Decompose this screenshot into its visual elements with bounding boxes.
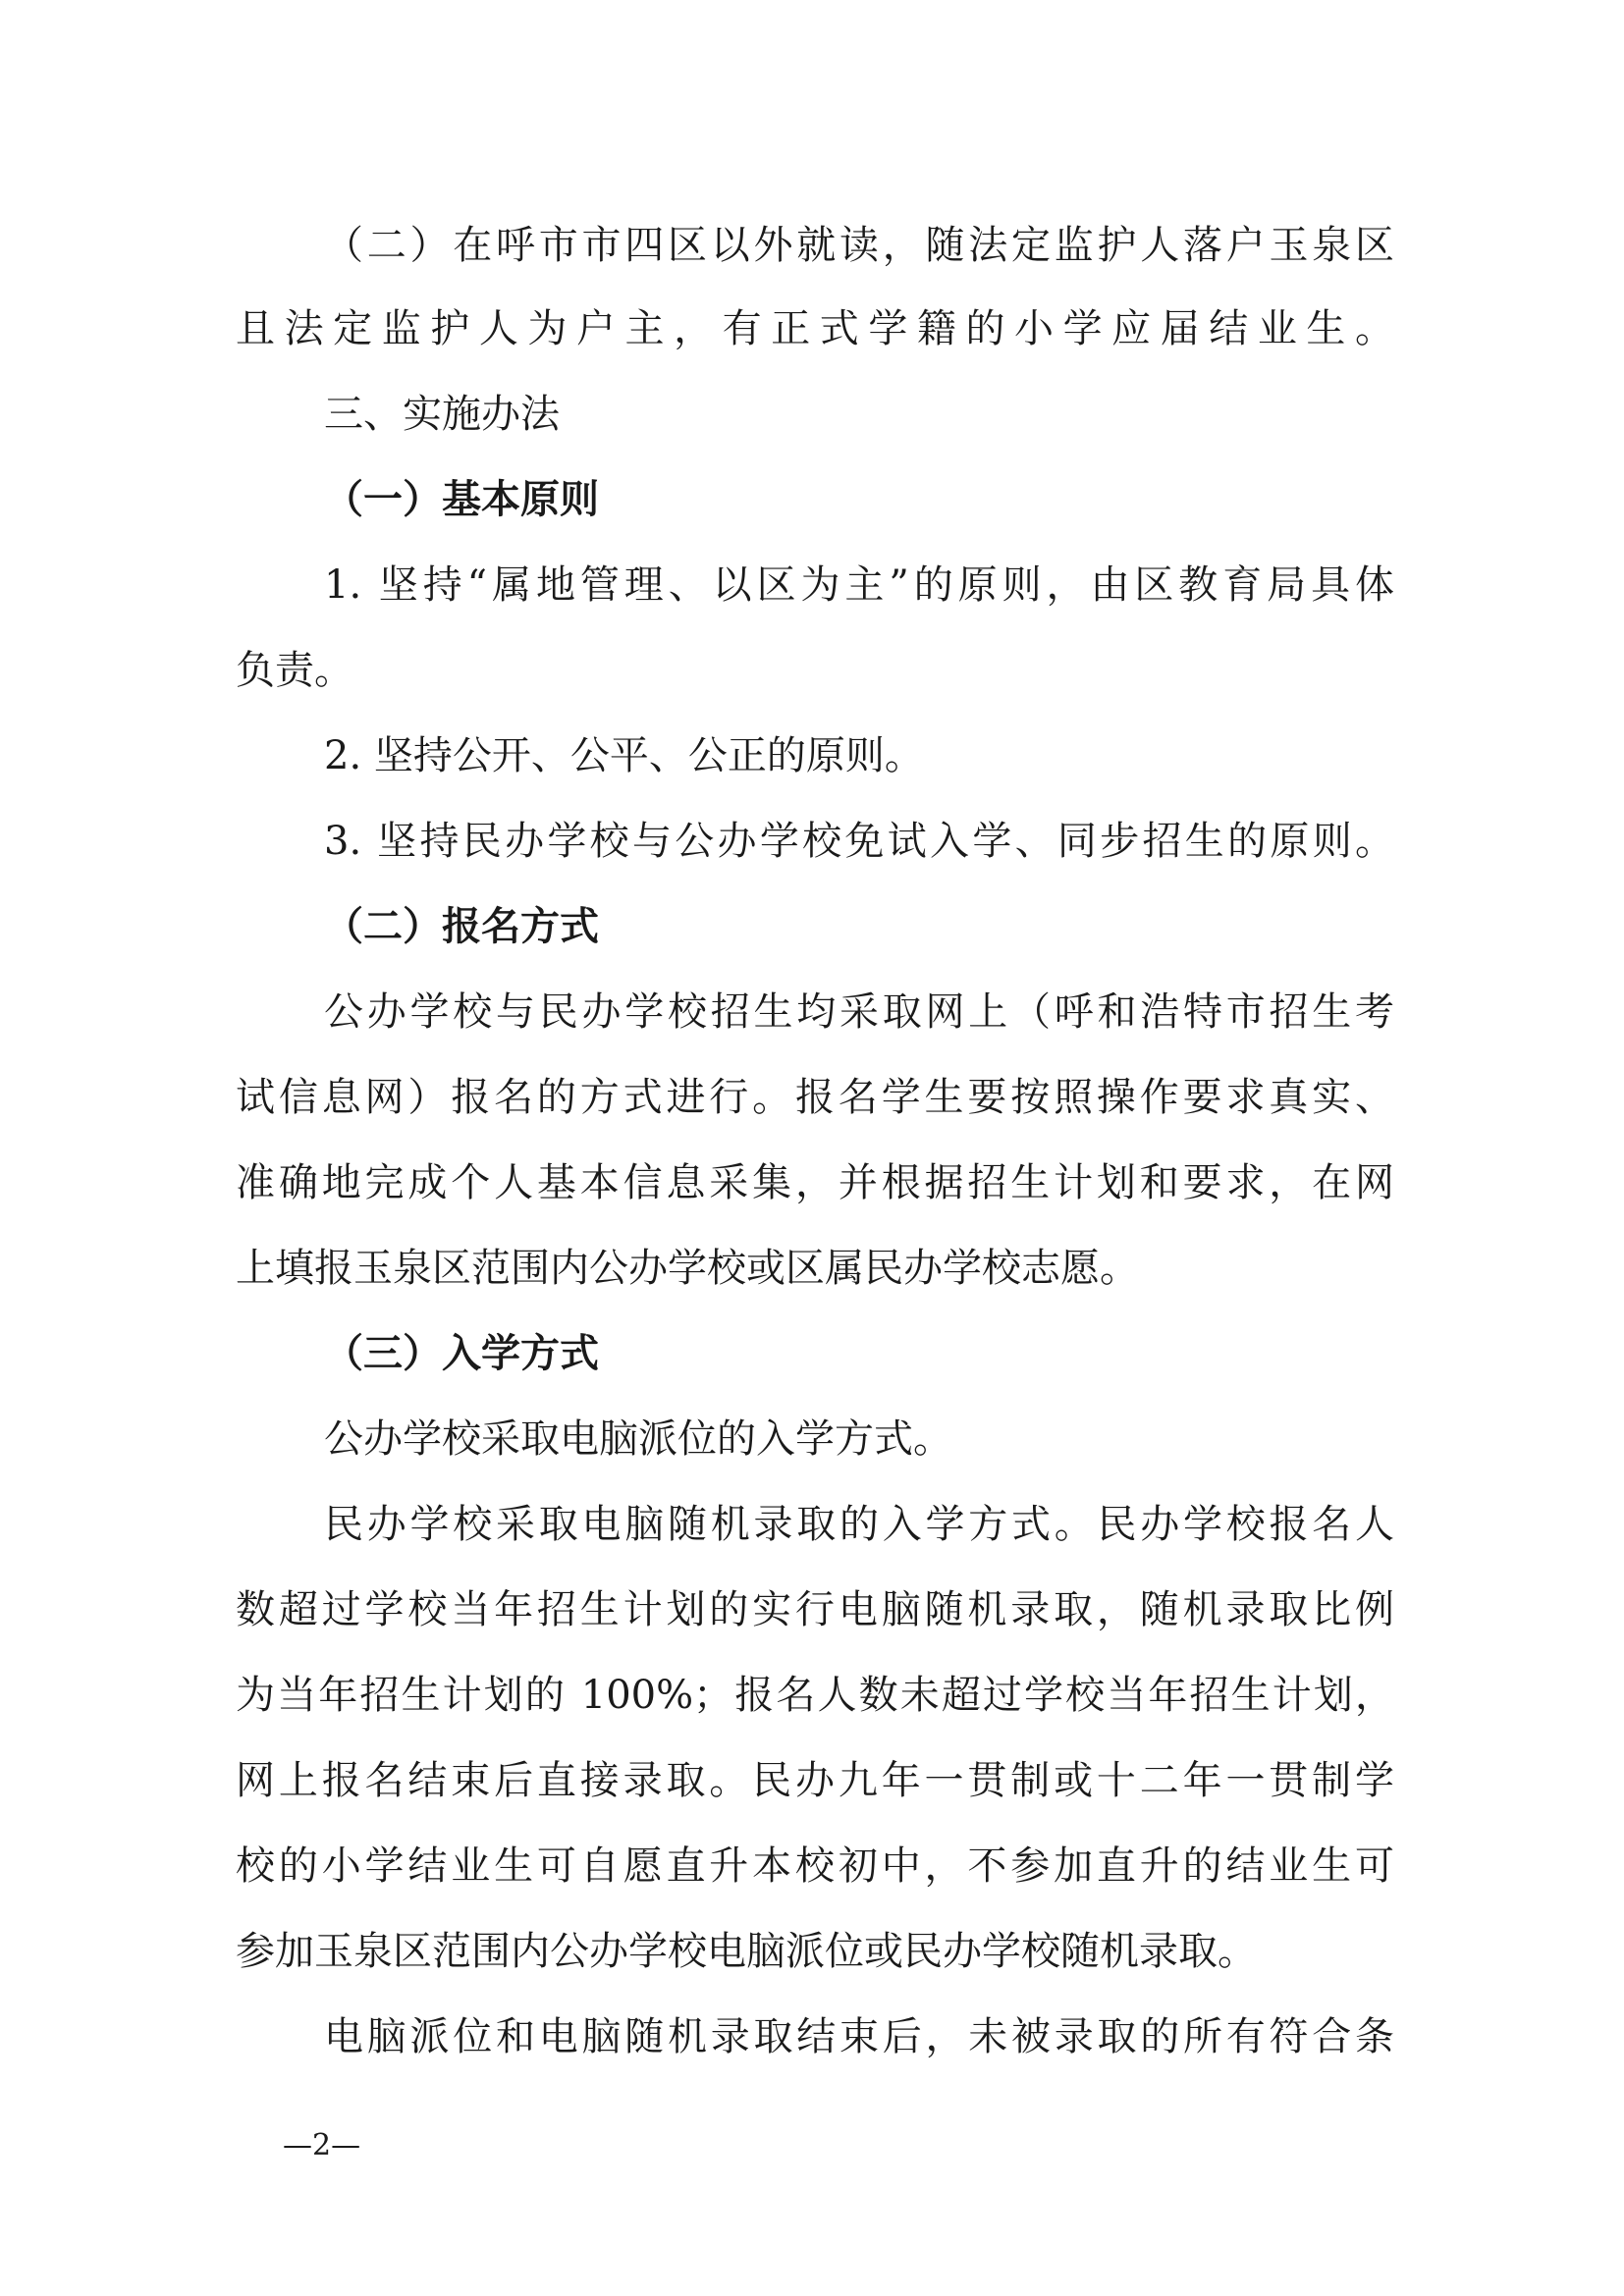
- paragraph-line: 且法定监护人为户主，有正式学籍的小学应届结业生。: [236, 306, 1394, 351]
- paragraph-line: 试信息网）报名的方式进行。报名学生要按照操作要求真实、: [236, 1075, 1394, 1120]
- paragraph-line: （二）在呼市市四区以外就读，随法定监护人落户玉泉区: [324, 223, 1394, 268]
- paragraph-line: 准确地完成个人基本信息采集，并根据招生计划和要求，在网: [236, 1160, 1394, 1205]
- paragraph-line: 2. 坚持公开、公平、公正的原则。: [324, 733, 924, 778]
- paragraph-line: 民办学校采取电脑随机录取的入学方式。民办学校报名人: [324, 1502, 1394, 1547]
- paragraph-line: 上填报玉泉区范围内公办学校或区属民办学校志愿。: [236, 1246, 1139, 1291]
- paragraph-line: 网上报名结束后直接录取。民办九年一贯制或十二年一贯制学: [236, 1758, 1394, 1803]
- paragraph-line: 为当年招生计划的 100%；报名人数未超过学校当年招生计划，: [236, 1673, 1394, 1718]
- paragraph-line: 电脑派位和电脑随机录取结束后，未被录取的所有符合条: [324, 2014, 1394, 2059]
- subsection-heading: （一）基本原则: [324, 477, 599, 522]
- paragraph-line: 校的小学结业生可自愿直升本校初中，不参加直升的结业生可: [236, 1843, 1394, 1889]
- paragraph-line: 3. 坚持民办学校与公办学校免试入学、同步招生的原则。: [324, 819, 1394, 864]
- paragraph-line: 参加玉泉区范围内公办学校电脑派位或民办学校随机录取。: [236, 1929, 1257, 1974]
- subsection-heading: （三）入学方式: [324, 1331, 599, 1376]
- paragraph-line: 1. 坚持“属地管理、以区为主”的原则，由区教育局具体: [324, 562, 1394, 608]
- section-heading: 三、实施办法: [324, 392, 560, 437]
- paragraph-line: 负责。: [236, 648, 353, 693]
- subsection-heading: （二）报名方式: [324, 904, 599, 949]
- paragraph-line: 数超过学校当年招生计划的实行电脑随机录取，随机录取比例: [236, 1587, 1394, 1632]
- page-number: —2—: [283, 2128, 361, 2163]
- paragraph-line: 公办学校与民办学校招生均采取网上（呼和浩特市招生考: [324, 989, 1394, 1035]
- paragraph-line: 公办学校采取电脑派位的入学方式。: [324, 1416, 952, 1462]
